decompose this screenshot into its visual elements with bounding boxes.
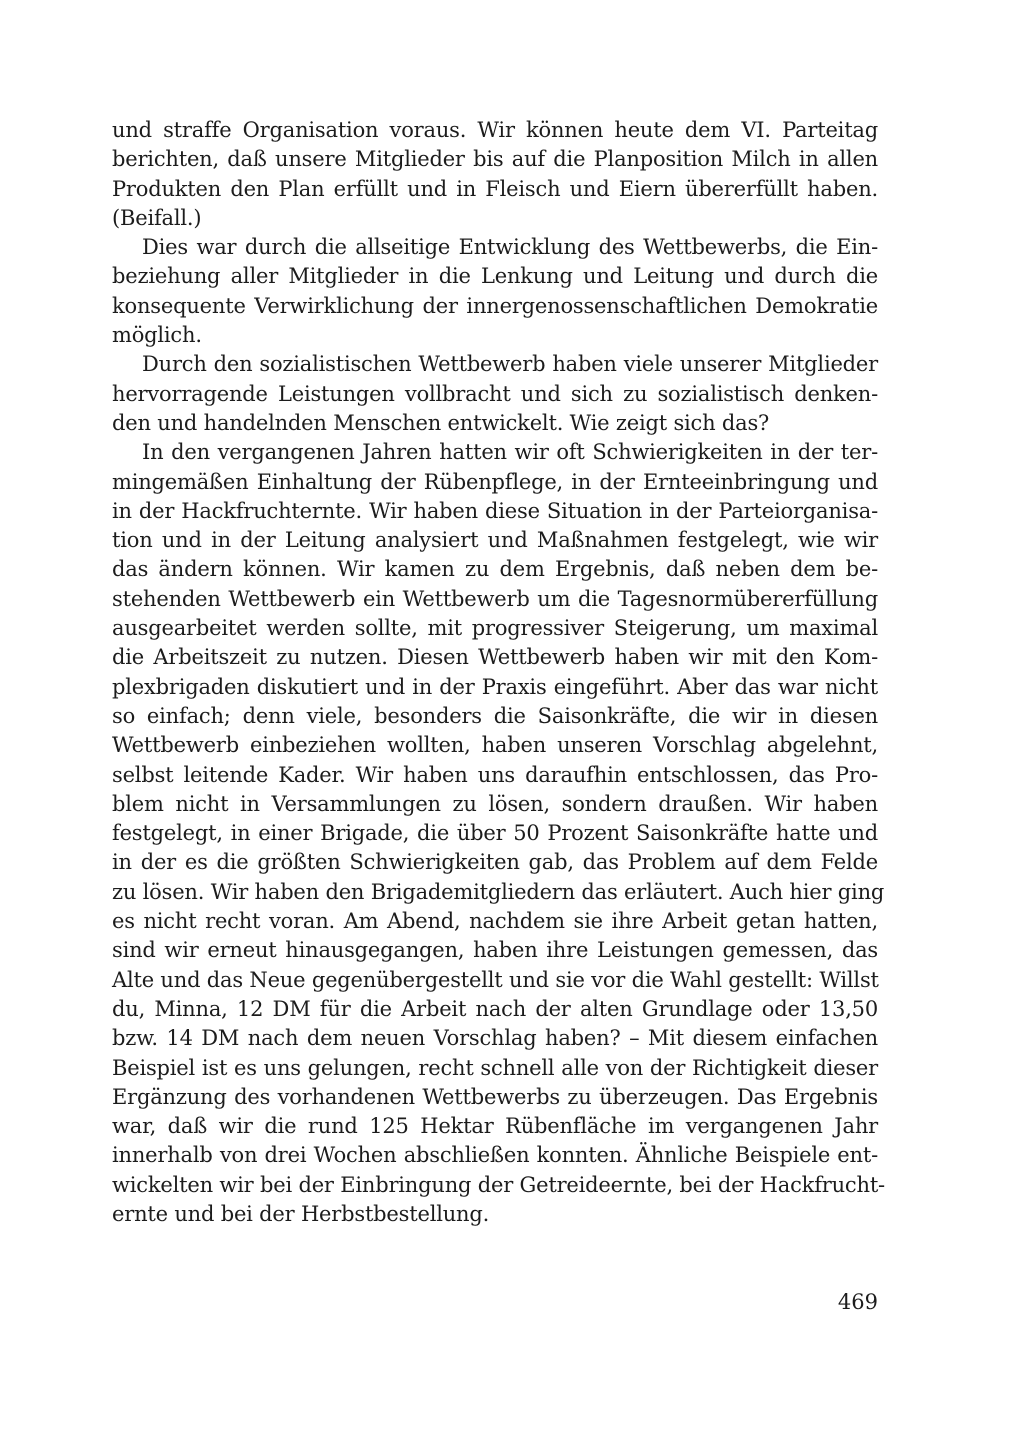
text-line: festgelegt, in einer Brigade, die über 50 Prozent Saisonkräfte hatte und <box>112 821 878 846</box>
text-line: so einfach; denn viele, besonders die Saisonkräfte, die wir in diesen <box>112 703 878 728</box>
text-line: blem nicht in Versammlungen zu lösen, sondern draußen. Wir haben <box>112 791 878 816</box>
text-line: in der Hackfruchternte. Wir haben diese Situation in der Parteiorganisa- <box>112 498 878 523</box>
text-line: möglich. <box>112 323 202 348</box>
text-line: Dies war durch die allseitige Entwicklung des Wettbewerbs, die Ein- <box>142 235 878 260</box>
text-line: Alte und das Neue gegenübergestellt und sie vor die Wahl gestellt: Willst <box>112 967 879 992</box>
text-line: ausgearbeitet werden sollte, mit progressiver Steigerung, um maximal <box>112 616 878 641</box>
text-line: Wettbewerb einbeziehen wollten, haben unseren Vorschlag abgelehnt, <box>112 733 878 758</box>
page-number: 469 <box>837 1290 878 1314</box>
text-line: In den vergangenen Jahren hatten wir oft Schwierigkeiten in der ter- <box>142 440 878 465</box>
text-line: (Beifall.) <box>112 205 202 230</box>
text-line: die Arbeitszeit zu nutzen. Diesen Wettbewerb haben wir mit den Kom- <box>112 645 878 670</box>
text-line: konsequente Verwirklichung der innergenossenschaftlichen Demokratie <box>112 293 878 318</box>
text-line: sind wir erneut hinausgegangen, haben ihre Leistungen gemessen, das <box>112 938 878 963</box>
text-line: zu lösen. Wir haben den Brigademitgliedern das erläutert. Auch hier ging <box>112 879 885 904</box>
text-line: es nicht recht voran. Am Abend, nachdem sie ihre Arbeit getan hatten, <box>112 909 878 934</box>
text-line: stehenden Wettbewerb ein Wettbewerb um die Tagesnormübererfüllung <box>112 586 878 611</box>
text-line: selbst leitende Kader. Wir haben uns daraufhin entschlossen, das Pro- <box>112 762 878 787</box>
text-line: Produkten den Plan erfüllt und in Fleisch und Eiern übererfüllt haben. <box>112 176 878 201</box>
text-line: plexbrigaden diskutiert und in der Praxis eingeführt. Aber das war nicht <box>112 674 878 699</box>
text-line: und straffe Organisation voraus. Wir können heute dem VI. Parteitag <box>112 118 878 142</box>
text-line: bzw. 14 DM nach dem neuen Vorschlag haben? – Mit diesem einfachen <box>112 1026 878 1051</box>
text-line: Durch den sozialistischen Wettbewerb haben viele unserer Mitglieder <box>142 352 878 377</box>
text-line: berichten, daß unsere Mitglieder bis auf die Planposition Milch in allen <box>112 147 878 172</box>
text-line: innerhalb von drei Wochen abschließen konnten. Ähnliche Beispiele ent- <box>112 1143 878 1168</box>
text-line: mingemäßen Einhaltung der Rübenpflege, in der Ernteeinbringung und <box>112 469 878 494</box>
text-line: Beispiel ist es uns gelungen, recht schnell alle von der Richtigkeit dieser <box>112 1055 878 1080</box>
page-body <box>112 116 885 1229</box>
text-line: beziehung aller Mitglieder in die Lenkung und Leitung und durch die <box>112 264 878 289</box>
text-line: in der es die größten Schwierigkeiten gab, das Problem auf dem Felde <box>112 850 878 875</box>
text-line: wickelten wir bei der Einbringung der Getreideernte, bei der Hackfrucht- <box>112 1172 885 1197</box>
text-line: Ergänzung des vorhandenen Wettbewerbs zu überzeugen. Das Ergebnis <box>112 1084 878 1109</box>
text-line: den und handelnden Menschen entwickelt. Wie zeigt sich das? <box>112 410 770 435</box>
text-line: ernte und bei der Herbstbestellung. <box>112 1201 490 1226</box>
text-line: tion und in der Leitung analysiert und Maßnahmen festgelegt, wie wir <box>112 528 878 553</box>
text-line: war, daß wir die rund 125 Hektar Rübenfläche im vergangenen Jahr <box>112 1114 878 1139</box>
text-line: du, Minna, 12 DM für die Arbeit nach der alten Grundlage oder 13,50 <box>112 996 878 1021</box>
text-line: das ändern können. Wir kamen zu dem Ergebnis, daß neben dem be- <box>112 557 878 582</box>
text-line: hervorragende Leistungen vollbracht und sich zu sozialistisch denken- <box>112 381 878 406</box>
